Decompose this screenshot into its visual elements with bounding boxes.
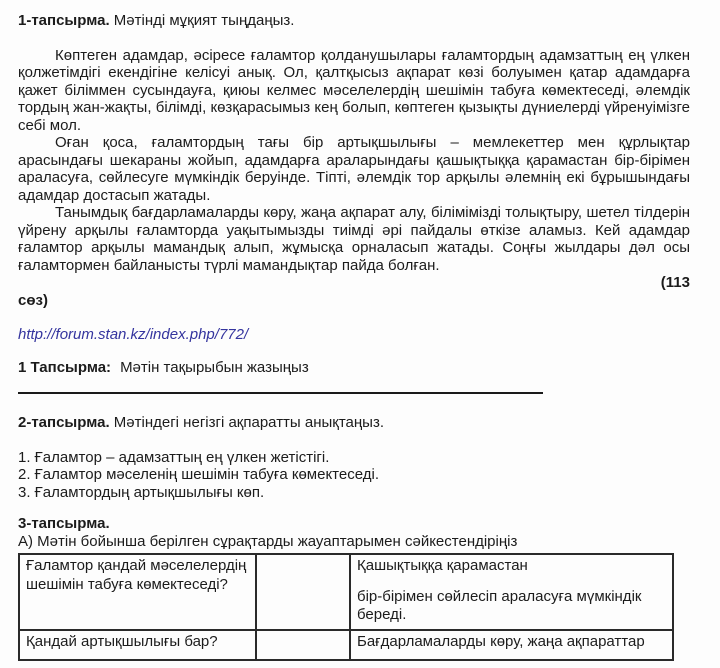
task2-option-2: 2. Ғаламтор мәселенің шешімін табуға көмектеседі.: [18, 466, 379, 483]
subtask-heading: [18, 359, 690, 377]
task2-option-1: 1. Ғаламтор – адамзаттың ең үлкен жетістігі.: [18, 448, 330, 466]
task3-heading: [18, 515, 690, 533]
match-answer-cell: [256, 630, 350, 660]
match-answer-cell: [256, 554, 350, 630]
task1-instruction: Мәтінді мұқият тыңдаңыз.: [113, 12, 295, 29]
task3-label: 3-тапсырма.: [18, 515, 110, 532]
task3-part-a: А) Мәтін бойынша берілген сұрақтарды жауаптарымен сәйкестендіріңіз: [18, 532, 518, 550]
task2-instruction: Мәтіндегі негізгі ақпаратты анықтаңыз.: [113, 414, 385, 431]
word-count-close: сөз): [18, 291, 48, 309]
subtask-label: 1 Тапсырма:: [18, 358, 112, 376]
matching-table: [18, 553, 674, 661]
task1-heading: [18, 12, 690, 30]
answer-cell: [350, 554, 673, 630]
task1-label: 1-тапсырма.: [18, 12, 110, 29]
task2-label: 2-тапсырма.: [18, 414, 110, 431]
table-row: [19, 554, 673, 630]
word-count-open: (113: [660, 274, 690, 291]
text-paragraph-1: Көптеген адамдар, әсіресе ғаламтор қолданушылары ғаламтордың адамзаттың ең үлкен қолжетімдігі екендігіне келісуі анық. Ол, қалтқысыз ақпарат көзі болуымен қатар адамдарға қажет біліммен сусындауға, қиюы келмес мәселелердің шешімін табуға көмектеседі, әлемдік тордың жан-жақты, білімді, көзқарасымыз кең болып, көптеген қызықты дүниелерді үйренуімізге себі мол.: [18, 46, 690, 134]
answer-blank-line: [18, 392, 543, 394]
subtask-text: Мәтін тақырыбын жазыңыз: [120, 358, 309, 376]
source-link[interactable]: http://forum.stan.kz/index.php/772/: [18, 326, 249, 343]
answer-text-line2: бір-бірімен сөйлесіп араласуға мүмкіндік береді.: [357, 587, 642, 623]
worksheet-document: [18, 0, 690, 661]
question-cell: Қандай артықшылығы бар?: [19, 630, 256, 660]
task2-option-3: 3. Ғаламтордың артықшылығы көп.: [18, 483, 265, 501]
answer-text-line1: Қашықтыққа қарамастан: [357, 557, 528, 574]
question-cell: Ғаламтор қандай мәселелердің шешімін табуға көмектеседі?: [19, 554, 256, 630]
text-paragraph-2: Оған қоса, ғаламтордың тағы бір артықшылығы – мемлекеттер мен құрлықтар арасындағы шекараны жойып, адамдарға араларындағы қашықтыққа қарамастан бір-бірімен араласуға, сөйлесуге мүмкіндік беруінде. Тіпті, әлемдік тор арқылы әлемнің екі бұрышындағы адамдар достасып жатады.: [18, 134, 690, 204]
text-paragraph-3: Танымдық бағдарламаларды көру, жаңа ақпарат алу, білімімізді толықтыру, шетел тілдерін үйрену арқылы ғаламторда уақытымызды тиімді әрі пайдалы өткізе аламыз. Кей адамдар ғаламтор арқылы мамандық алып, жұмысқа орналасып жатады. Соңғы жылдары дәл осы ғаламтормен байланысты түрлі мамандықтар пайда болған.: [18, 204, 690, 274]
task2-heading: [18, 414, 690, 432]
answer-cell: Бағдарламаларды көру, жаңа ақпараттар: [350, 630, 673, 660]
table-row: [19, 630, 673, 660]
task2-options: [18, 449, 690, 502]
